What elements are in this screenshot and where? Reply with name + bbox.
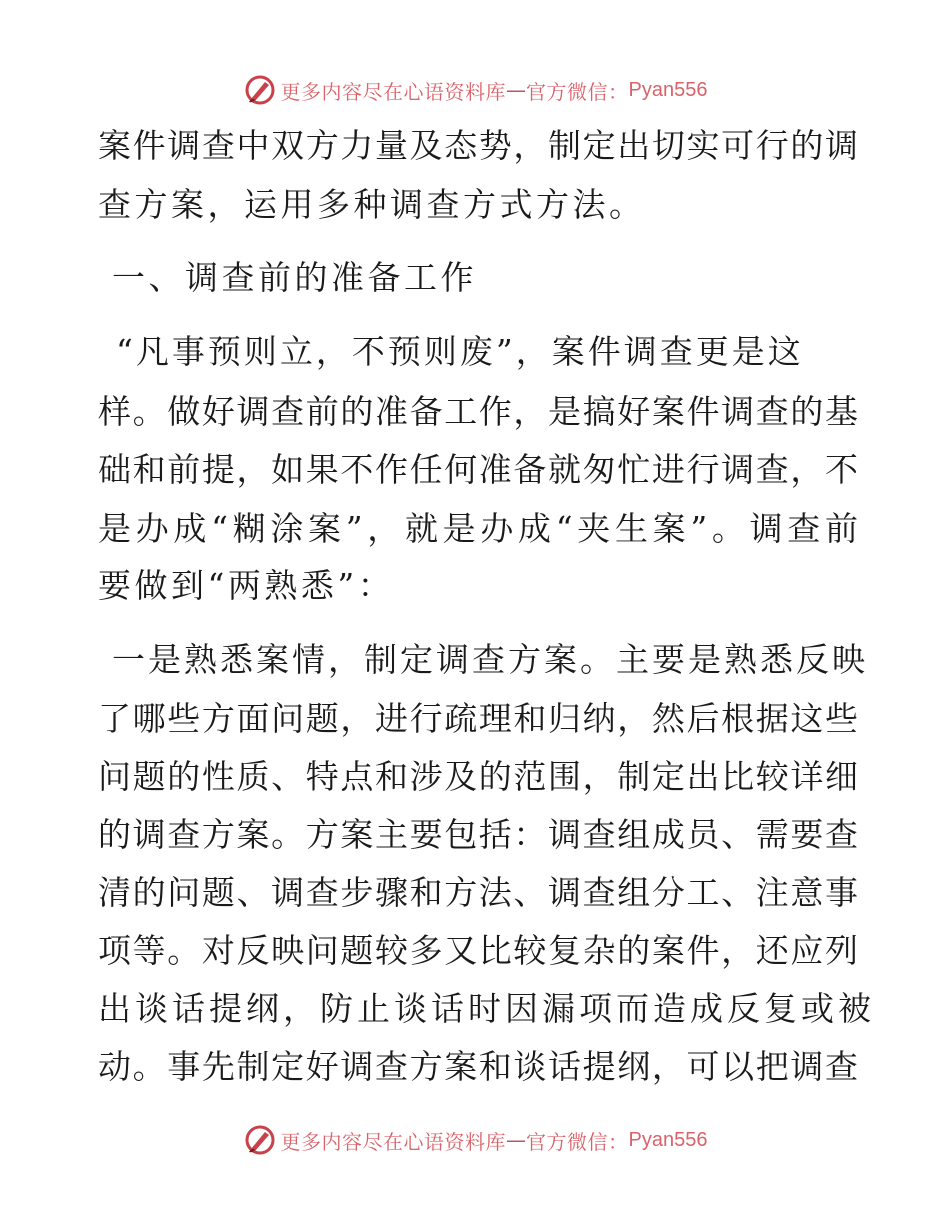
text-line: 一是熟悉案情，制定调查方案。主要是熟悉反映 bbox=[112, 640, 868, 679]
text-line: 是办成“糊涂案”，就是办成“夹生案”。调查前 bbox=[98, 509, 858, 548]
text-line: 案件调查中双方力量及态势，制定出切实可行的调 bbox=[98, 126, 858, 165]
text-line: 动。事先制定好调查方案和谈话提纲，可以把调查 bbox=[98, 1047, 858, 1086]
text-line: 项等。对反映问题较多又比较复杂的案件，还应列 bbox=[98, 931, 858, 970]
text-line: 查方案，运用多种调查方式方法。 bbox=[98, 185, 646, 224]
watermark-brand-text: 更多内容尽在心语资料库 bbox=[280, 1129, 507, 1154]
watermark-contact-text: 官方微信： bbox=[526, 1129, 629, 1154]
header-watermark bbox=[0, 70, 950, 110]
footer-watermark bbox=[0, 1120, 950, 1160]
text-line: 要做到“两熟悉”： bbox=[98, 566, 395, 605]
watermark-brand-text: 更多内容尽在心语资料库 bbox=[280, 79, 507, 104]
watermark-handle: Pyan556 bbox=[628, 1128, 708, 1151]
text-line: 清的问题、调查步骤和方法、调查组分工、注意事 bbox=[98, 873, 858, 912]
text-line: 问题的性质、特点和涉及的范围，制定出比较详细 bbox=[98, 757, 858, 796]
watermark-contact-text: 官方微信： bbox=[526, 79, 629, 104]
text-line: “凡事预则立，不预则废”，案件调查更是这 bbox=[116, 332, 804, 371]
watermark-handle: Pyan556 bbox=[628, 78, 708, 101]
text-line: 的调查方案。方案主要包括：调查组成员、需要查 bbox=[98, 815, 858, 854]
text-line: 础和前提，如果不作任何准备就匆忙进行调查，不 bbox=[98, 450, 858, 489]
watermark-dash: — bbox=[506, 78, 527, 102]
section-heading: 一、调查前的准备工作 bbox=[112, 258, 477, 297]
brush-circle-logo-icon bbox=[243, 1123, 277, 1157]
watermark-dash: — bbox=[506, 1128, 527, 1152]
text-line: 出谈话提纲，防止谈话时因漏项而造成反复或被 bbox=[98, 989, 875, 1028]
text-line: 样。做好调查前的准备工作，是搞好案件调查的基 bbox=[98, 392, 858, 431]
text-line: 了哪些方面问题，进行疏理和归纳，然后根据这些 bbox=[98, 699, 858, 738]
brush-circle-logo-icon bbox=[243, 73, 277, 107]
